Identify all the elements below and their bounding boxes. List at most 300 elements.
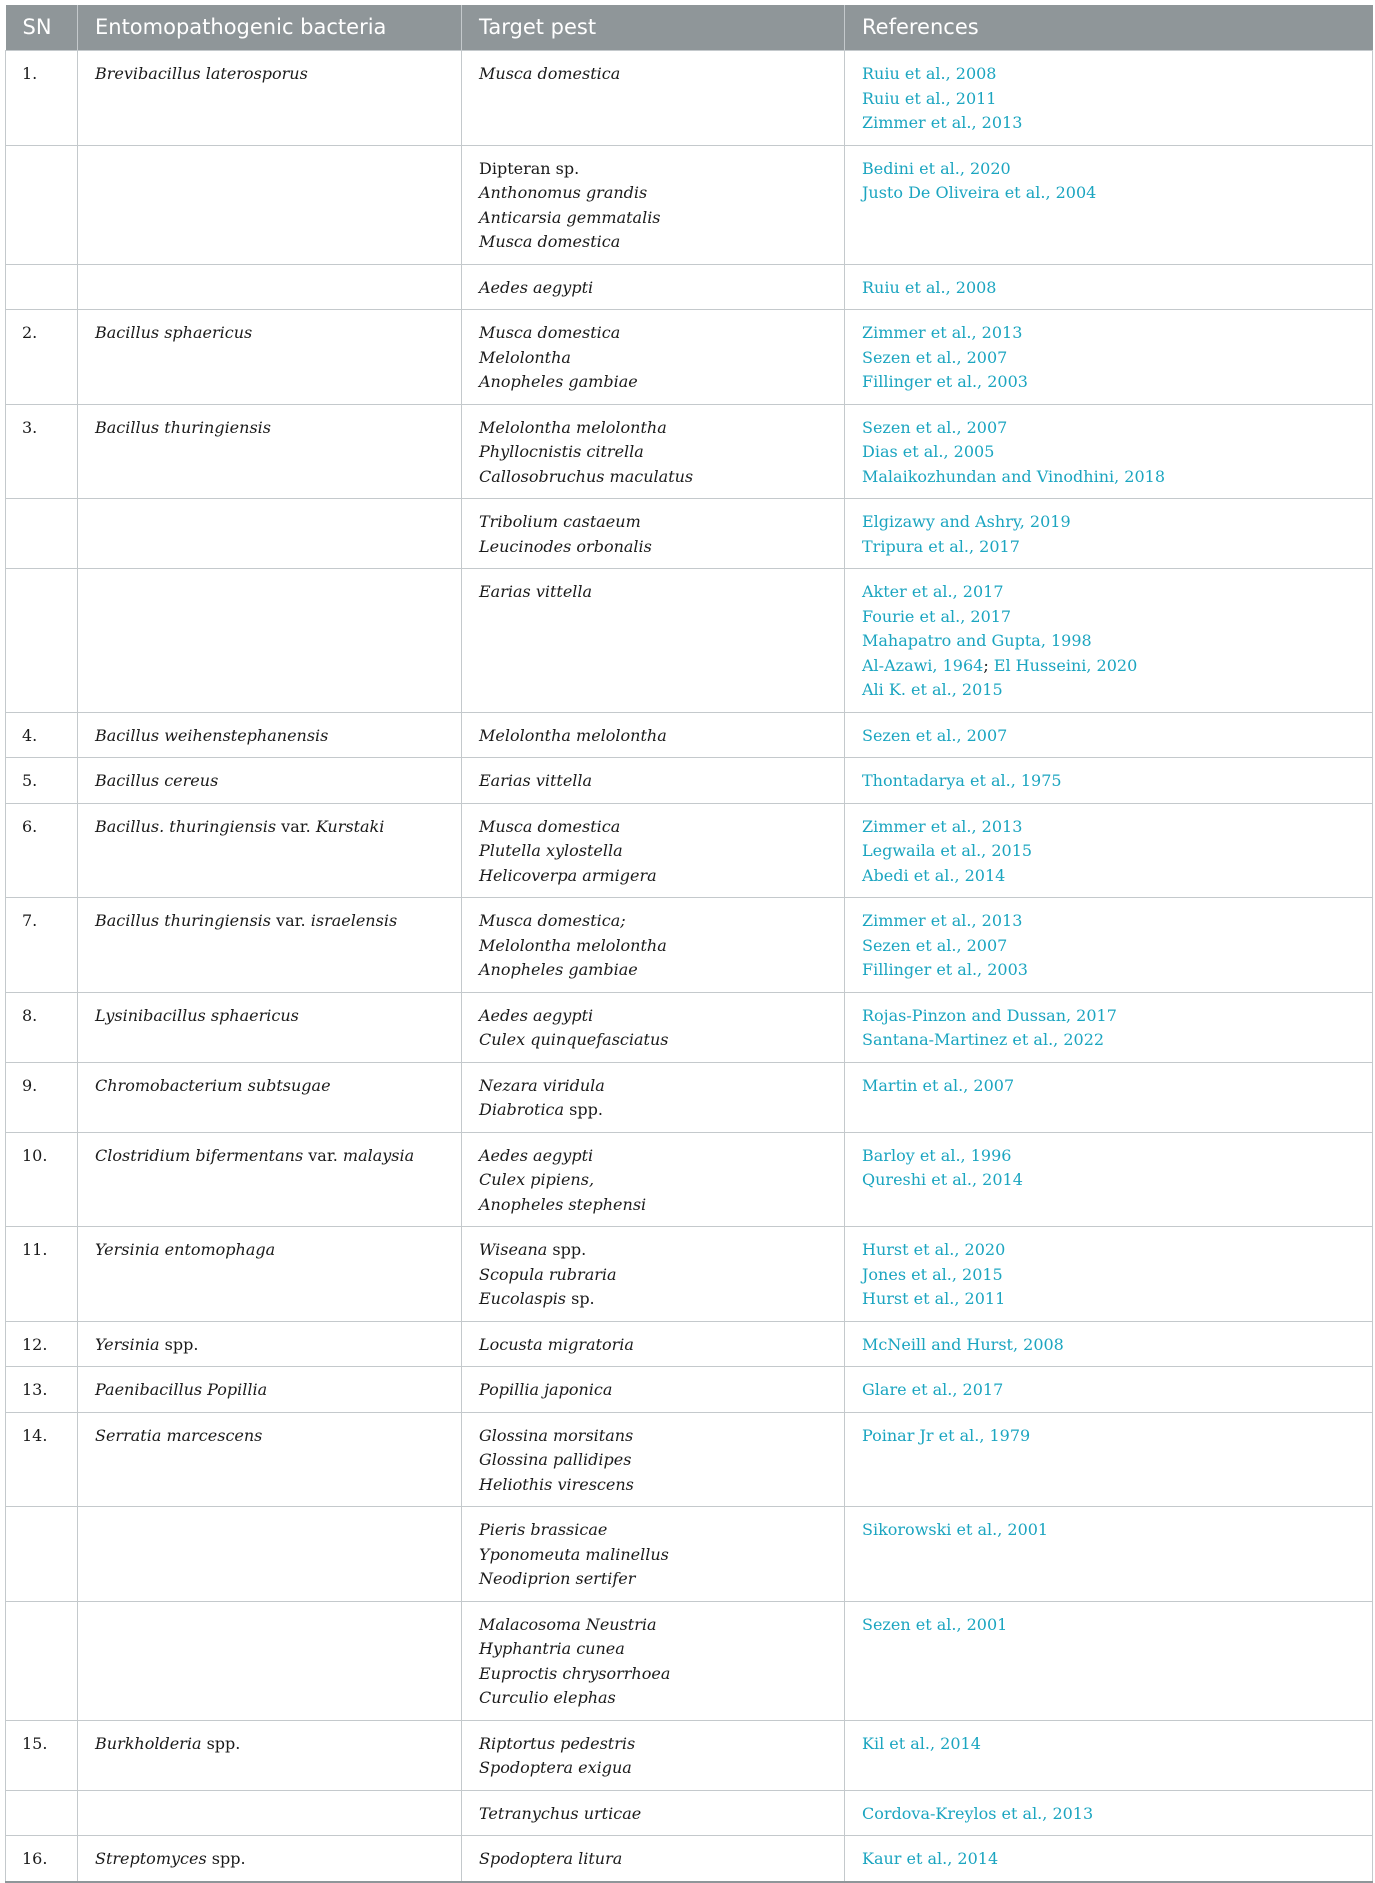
references-cell [845,1790,1373,1836]
pest-line [479,934,827,959]
pest-line [479,1098,827,1123]
sn-cell [6,569,78,713]
target-pest-cell [462,1507,845,1602]
reference-link[interactable]: Rojas-Pinzon and Dussan, 2017 [862,1005,1117,1025]
pest-name: Melolontha melolontha [479,725,667,745]
header-target-pest: Target pest [462,5,845,51]
pest-line [479,1378,827,1403]
reference-link[interactable]: Hurst et al., 2011 [862,1289,1006,1308]
reference-link[interactable]: Justo De Oliveira et al., 2004 [862,183,1097,202]
bacteria-name: var. [271,911,311,930]
target-pest-cell [462,1601,845,1720]
pest-name: Musca domestica; [479,911,626,930]
sn-cell: 15. [6,1720,78,1790]
bacteria-cell [78,992,462,1062]
bacteria-name: var. [276,816,316,836]
reference-link[interactable]: Martin et al., 2007 [862,1075,1015,1095]
reference-link[interactable]: Sikorowski et al., 2001 [862,1520,1049,1539]
reference-line [862,1518,1355,1543]
pest-name: Spodoptera exigua [479,1758,632,1777]
references-cell [845,264,1373,310]
pest-line [479,370,827,395]
reference-link[interactable]: Qureshi et al., 2014 [862,1170,1023,1189]
reference-link[interactable]: Barloy et al., 1996 [862,1145,1012,1165]
reference-link[interactable]: Dias et al., 2005 [862,442,995,461]
reference-line [862,1378,1355,1403]
bacteria-name: Lysinibacillus sphaericus [95,1005,299,1025]
bacteria-cell [78,264,462,310]
pest-line [479,1613,827,1638]
reference-link[interactable]: Glare et al., 2017 [862,1380,1004,1399]
reference-link[interactable]: Zimmer et al., 2013 [862,113,1023,132]
pest-name: spp. [564,1100,603,1119]
references-cell [845,51,1373,146]
reference-link[interactable]: Tripura et al., 2017 [862,536,1020,556]
references-cell [845,310,1373,405]
sn-cell: 6. [6,803,78,898]
sn-cell: 1. [6,51,78,146]
pest-line [479,1847,827,1872]
references-cell [845,992,1373,1062]
sn-cell: 5. [6,758,78,804]
reference-link[interactable]: Santana-Martinez et al., 2022 [862,1030,1105,1049]
bacteria-cell [78,1836,462,1882]
pest-name: Anopheles gambiae [479,960,638,979]
sn-cell: 10. [6,1132,78,1227]
pest-name: Culex quinquefasciatus [479,1030,669,1049]
references-cell [845,1412,1373,1507]
bacteria-cell [78,51,462,146]
table-row [6,1836,1373,1882]
bacteria-name: malaysia [342,1145,415,1165]
bacteria-cell [78,712,462,758]
table-row [6,1132,1373,1227]
reference-line [862,1168,1355,1193]
reference-line [862,1424,1355,1449]
pest-name: Popillia japonica [479,1380,613,1399]
pest-line [479,1473,827,1498]
pest-line [479,1287,827,1312]
pest-line [479,864,827,889]
references-cell [845,404,1373,499]
table-row [6,898,1373,993]
reference-link[interactable]: Sezen et al., 2007 [862,725,1008,745]
reference-link[interactable]: Ali K. et al., 2015 [862,680,1003,699]
pest-name: Tribolium castaeum [479,512,641,531]
pest-name: Spodoptera litura [479,1849,623,1868]
pest-name: Musca domestica [479,323,621,342]
reference-link[interactable]: Hurst et al., 2020 [862,1240,1006,1259]
target-pest-cell [462,1367,845,1413]
pest-name: Malacosoma Neustria [479,1614,657,1634]
pest-name: spp. [547,1240,587,1259]
reference-link[interactable]: Ruiu et al., 2011 [862,88,997,108]
target-pest-cell [462,1836,845,1882]
pest-name: Yponomeuta malinellus [479,1544,669,1564]
sn-cell: 9. [6,1062,78,1132]
reference-link[interactable]: Fillinger et al., 2003 [862,372,1028,391]
bacteria-name: Streptomyces [95,1849,207,1868]
bacteria-name: Clostridium bifermentans [95,1145,304,1165]
target-pest-cell [462,499,845,569]
reference-link[interactable]: Al-Azawi, 1964 [862,655,984,675]
bacteria-cell [78,1367,462,1413]
reference-line [862,605,1355,630]
pest-line [479,181,827,206]
pest-line [479,958,827,983]
pest-name: Phyllocnistis citrella [479,442,644,461]
pest-name: Culex pipiens, [479,1170,595,1189]
sn-cell: 16. [6,1836,78,1882]
bacteria-name: Bacillus weihenstephanensis [95,725,329,745]
reference-line [862,87,1355,112]
pest-line [479,1168,827,1193]
bacteria-table [5,5,1373,1883]
pest-line [479,440,827,465]
reference-line [862,1802,1355,1827]
sn-cell [6,1507,78,1602]
reference-link[interactable]: Sezen et al., 2007 [862,935,1008,955]
reference-line [862,1074,1355,1099]
reference-line [862,654,1355,679]
reference-link[interactable]: Malaikozhundan and Vinodhini, 2018 [862,466,1166,486]
references-cell [845,499,1373,569]
references-cell [845,1132,1373,1227]
bacteria-name: Bacillus thuringiensis [95,417,271,437]
pest-line [479,815,827,840]
table-row [6,1601,1373,1720]
bacteria-name: Kurstaki [315,816,385,836]
pest-line [479,1756,827,1781]
reference-link[interactable]: Fourie et al., 2017 [862,606,1012,626]
pest-name: Glossina pallidipes [479,1450,632,1469]
reference-line [862,958,1355,983]
reference-line [862,1847,1355,1872]
reference-line [862,864,1355,889]
references-cell [845,1836,1373,1882]
pest-name: Neodiprion sertifer [479,1569,636,1588]
bacteria-cell [78,758,462,804]
table-row [6,1790,1373,1836]
pest-line [479,580,827,605]
target-pest-cell [462,712,845,758]
reference-line [862,1028,1355,1053]
bacteria-name: Bacillus. thuringiensis [95,816,277,836]
bacteria-name: Bacillus cereus [95,771,219,790]
pest-line [479,206,827,231]
pest-line [479,465,827,490]
reference-line [862,1238,1355,1263]
reference-link[interactable]: Akter et al., 2017 [862,582,1004,601]
reference-link[interactable]: Sezen et al., 2007 [862,417,1008,437]
bacteria-cell [78,404,462,499]
reference-line [862,934,1355,959]
reference-line [862,1263,1355,1288]
pest-line [479,769,827,794]
reference-link[interactable]: Bedini et al., 2020 [862,158,1011,178]
reference-line [862,1333,1355,1358]
table-row [6,758,1373,804]
target-pest-cell [462,1321,845,1367]
pest-name: Melolontha melolontha [479,417,667,437]
bacteria-name: Serratia marcescens [95,1425,263,1445]
table-row [6,803,1373,898]
bacteria-cell [78,310,462,405]
reference-link[interactable]: Zimmer et al., 2013 [862,911,1023,930]
reference-link[interactable]: Abedi et al., 2014 [862,865,1006,885]
target-pest-cell [462,1790,845,1836]
reference-line [862,909,1355,934]
reference-line [862,346,1355,371]
references-cell [845,758,1373,804]
bacteria-cell [78,1321,462,1367]
sn-cell: 13. [6,1367,78,1413]
pest-line [479,839,827,864]
bacteria-name: Burkholderia [95,1733,202,1753]
references-cell [845,1720,1373,1790]
sn-cell: 4. [6,712,78,758]
bacteria-name: Bacillus sphaericus [95,323,253,342]
table-row [6,1507,1373,1602]
reference-link[interactable]: Cordova-Kreylos et al., 2013 [862,1803,1094,1823]
table-body [6,51,1373,1882]
target-pest-cell [462,1720,845,1790]
table-row [6,569,1373,713]
reference-line [862,1004,1355,1029]
pest-name: Aedes aegypti [479,277,594,297]
table-row [6,145,1373,264]
table-row [6,1227,1373,1322]
references-cell [845,898,1373,993]
pest-name: Tetranychus urticae [479,1803,642,1823]
reference-line [862,1287,1355,1312]
references-cell [845,1601,1373,1720]
reference-link[interactable]: Kil et al., 2014 [862,1733,981,1753]
reference-line [862,276,1355,301]
references-cell [845,145,1373,264]
pest-name: Heliothis virescens [479,1474,634,1494]
table-row [6,499,1373,569]
reference-line [862,321,1355,346]
pest-name: Wiseana [479,1240,548,1259]
reference-link[interactable]: El Husseini, 2020 [993,655,1138,675]
reference-separator: ; [983,655,994,675]
pest-line [479,1543,827,1568]
pest-name: Plutella xylostella [479,841,623,860]
references-cell [845,1507,1373,1602]
reference-line [862,629,1355,654]
table-row [6,1321,1373,1367]
reference-line [862,580,1355,605]
target-pest-cell [462,1132,845,1227]
target-pest-cell [462,1412,845,1507]
pest-name: Glossina morsitans [479,1425,634,1445]
references-cell [845,1062,1373,1132]
reference-link[interactable]: Poinar Jr et al., 1979 [862,1425,1031,1445]
pest-name: Locusta migratoria [479,1334,634,1354]
pest-line [479,276,827,301]
header-row [6,5,1373,51]
table-row [6,1720,1373,1790]
pest-name: Leucinodes orbonalis [479,536,652,556]
table-row [6,712,1373,758]
pest-name: Anthonomus grandis [479,183,648,202]
table-row [6,992,1373,1062]
pest-line [479,157,827,182]
pest-name: Helicoverpa armigera [479,865,657,885]
bacteria-name: Paenibacillus Popillia [95,1380,268,1399]
reference-link[interactable]: Kaur et al., 2014 [862,1849,999,1868]
pest-name: Eucolaspis [479,1289,567,1308]
reference-link[interactable]: Jones et al., 2015 [862,1264,1003,1284]
bacteria-cell [78,803,462,898]
bacteria-name: spp. [159,1334,199,1354]
sn-cell [6,499,78,569]
bacteria-cell [78,1132,462,1227]
pest-line [479,62,827,87]
bacteria-name: Bacillus thuringiensis [95,911,271,930]
target-pest-cell [462,992,845,1062]
reference-line [862,440,1355,465]
reference-link[interactable]: Ruiu et al., 2008 [862,64,997,83]
references-cell [845,1367,1373,1413]
target-pest-cell [462,1227,845,1322]
reference-link[interactable]: Thontadarya et al., 1975 [862,771,1062,790]
target-pest-cell [462,1062,845,1132]
references-cell [845,712,1373,758]
target-pest-cell [462,145,845,264]
reference-line [862,724,1355,749]
table-row [6,51,1373,146]
header-sn: SN [6,5,78,51]
pest-line [479,416,827,441]
pest-line [479,1004,827,1029]
target-pest-cell [462,404,845,499]
sn-cell: 2. [6,310,78,405]
sn-cell: 8. [6,992,78,1062]
reference-line [862,157,1355,182]
pest-line [479,1662,827,1687]
references-cell [845,569,1373,713]
target-pest-cell [462,803,845,898]
table-row [6,1367,1373,1413]
reference-line [862,465,1355,490]
target-pest-cell [462,898,845,993]
pest-line [479,1637,827,1662]
bacteria-cell [78,1227,462,1322]
reference-line [862,416,1355,441]
table-row [6,264,1373,310]
sn-cell [6,1601,78,1720]
reference-link[interactable]: Zimmer et al., 2013 [862,323,1023,342]
bacteria-name: var. [303,1145,343,1165]
pest-name: Musca domestica [479,232,621,251]
reference-line [862,1732,1355,1757]
table-row [6,1062,1373,1132]
target-pest-cell [462,569,845,713]
sn-cell: 3. [6,404,78,499]
reference-link[interactable]: Sezen et al., 2001 [862,1614,1008,1634]
pest-name: Diabrotica [479,1100,565,1119]
pest-line [479,1424,827,1449]
pest-line [479,510,827,535]
bacteria-cell [78,1790,462,1836]
pest-line [479,321,827,346]
pest-name: Hyphantria cunea [479,1639,625,1658]
pest-line [479,909,827,934]
pest-name: Euproctis chrysorrhoea [479,1663,671,1683]
pest-name: Curculio elephas [479,1688,616,1707]
reference-line [862,815,1355,840]
bacteria-cell [78,499,462,569]
reference-link[interactable]: Mahapatro and Gupta, 1998 [862,631,1092,650]
bacteria-name: Yersinia entomophaga [95,1240,276,1259]
sn-cell [6,1790,78,1836]
pest-line [479,1448,827,1473]
reference-link[interactable]: Fillinger et al., 2003 [862,960,1028,979]
bacteria-cell [78,898,462,993]
bacteria-name: Chromobacterium subtsugae [95,1075,331,1095]
table-row [6,1412,1373,1507]
target-pest-cell [462,758,845,804]
reference-line [862,678,1355,703]
reference-link[interactable]: Sezen et al., 2007 [862,347,1008,367]
pest-name: Anticarsia gemmatalis [479,207,661,227]
reference-link[interactable]: Zimmer et al., 2013 [862,816,1023,836]
pest-name: Aedes aegypti [479,1005,594,1025]
bacteria-name: Yersinia [95,1334,160,1354]
bacteria-name: spp. [201,1733,241,1753]
target-pest-cell [462,310,845,405]
sn-cell [6,264,78,310]
reference-link[interactable]: Elgizawy and Ashry, 2019 [862,512,1071,531]
bacteria-cell [78,1507,462,1602]
reference-line [862,510,1355,535]
reference-line [862,1613,1355,1638]
pest-name: Dipteran sp. [479,158,580,178]
sn-cell [6,145,78,264]
pest-line [479,1263,827,1288]
reference-line [862,370,1355,395]
pest-name: Earias vittella [479,771,593,790]
reference-line [862,839,1355,864]
reference-line [862,62,1355,87]
pest-name: Pieris brassicae [479,1520,608,1539]
bacteria-cell [78,1601,462,1720]
pest-name: Anopheles gambiae [479,372,638,391]
pest-name: Riptortus pedestris [479,1733,636,1753]
bacteria-cell [78,1062,462,1132]
pest-name: Musca domestica [479,64,621,83]
bacteria-name: Brevibacillus laterosporus [95,64,308,83]
bacteria-name: spp. [206,1849,246,1868]
sn-cell: 12. [6,1321,78,1367]
sn-cell: 7. [6,898,78,993]
pest-name: Melolontha [479,347,571,367]
reference-link[interactable]: McNeill and Hurst, 2008 [862,1334,1064,1354]
header-bacteria: Entomopathogenic bacteria [78,5,462,51]
pest-line [479,1193,827,1218]
reference-link[interactable]: Ruiu et al., 2008 [862,277,997,297]
sn-cell: 14. [6,1412,78,1507]
pest-line [479,535,827,560]
bacteria-cell [78,1412,462,1507]
reference-line [862,181,1355,206]
reference-link[interactable]: Legwaila et al., 2015 [862,841,1033,860]
reference-line [862,535,1355,560]
pest-line [479,1732,827,1757]
pest-name: Aedes aegypti [479,1145,594,1165]
